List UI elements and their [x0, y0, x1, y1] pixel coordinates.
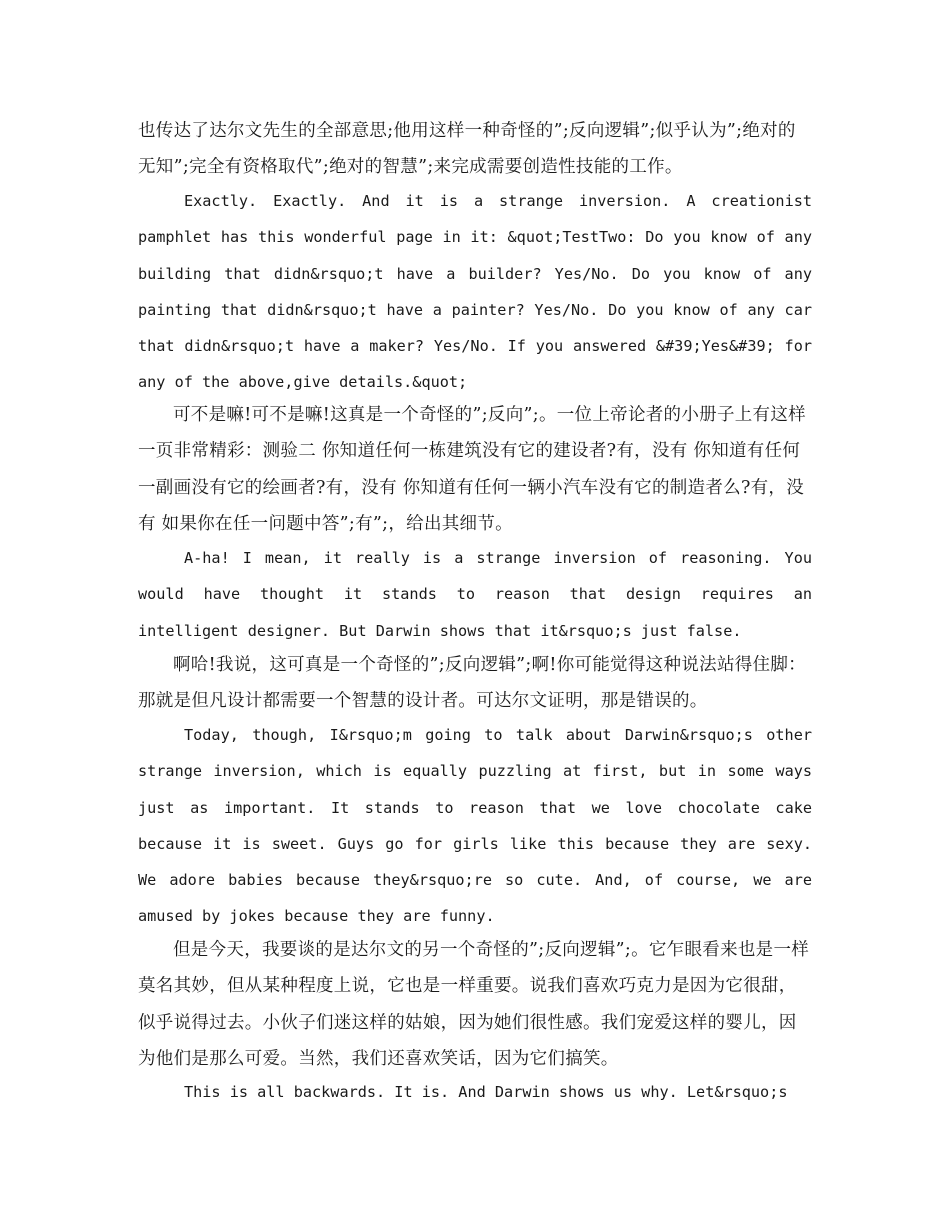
paragraph-en-4: This is all backwards. It is. And Darwin shows us why. Let&rsquo;s	[184, 1083, 788, 1101]
paragraph-en-2: A-ha! I mean, it really is a strange inversion of reasoning. You would have thought it stands to reason that design requires an intelligent designer. But Darwin shows that it&rsquo;s just false.	[138, 549, 812, 640]
paragraph-zh-3: 啊哈!我说，这可真是一个奇怪的”;反向逻辑”;啊!你可能觉得这种说法站得住脚：那就是但凡设计都需要一个智慧的设计者。可达尔文证明，那是错误的。	[138, 655, 806, 712]
paragraph-en-1: Exactly. Exactly. And it is a strange inversion. A creationist pamphlet has this wonderful page in it: &quot;TestTwo: Do you know of any building that didn&rsquo;t have a builder? Yes/No. Do you know of any painting that didn&rsquo;t have a painter? Yes/No. Do you know of any car that didn&rsquo;t have a maker? Yes/No. If you answered &#39;Yes&#39; for any of the above,give details.&quot;	[138, 192, 812, 392]
paragraph-zh-1: 也传达了达尔文先生的全部意思;他用这样一种奇怪的”;反向逻辑”;似乎认为”;绝对的无知”;完全有资格取代”;绝对的智慧”;来完成需要创造性技能的工作。	[138, 121, 796, 178]
paragraph-en-3: Today, though, I&rsquo;m going to talk about Darwin&rsquo;s other strange inversion, which is equally puzzling at first, but in some ways just as important. It stands to reason that we love chocolate cake because it is sweet. Guys go for girls like this because they are sexy. We adore babies because they&rsquo;re so cute. And, of course, we are amused by jokes because they are funny.	[138, 726, 812, 926]
paragraph-zh-2: 可不是嘛!可不是嘛!这真是一个奇怪的”;反向”;。一位上帝论者的小册子上有这样一页非常精彩：测验二 你知道任何一栋建筑没有它的建设者?有，没有 你知道有任何一副画没有它的绘画者?有，没有 你知道有任何一辆小汽车没有它的制造者么?有，没有 如果你在任一问题中答”;有”;，给出其细节。	[138, 405, 806, 534]
paragraph-zh-4: 但是今天，我要谈的是达尔文的另一个奇怪的”;反向逻辑”;。它乍眼看来也是一样莫名其妙，但从某种程度上说，它也是一样重要。说我们喜欢巧克力是因为它很甜，似乎说得过去。小伙子们迷这样的姑娘，因为她们很性感。我们宠爱这样的婴儿，因为他们是那么可爱。当然，我们还喜欢笑话，因为它们搞笑。	[138, 940, 810, 1069]
